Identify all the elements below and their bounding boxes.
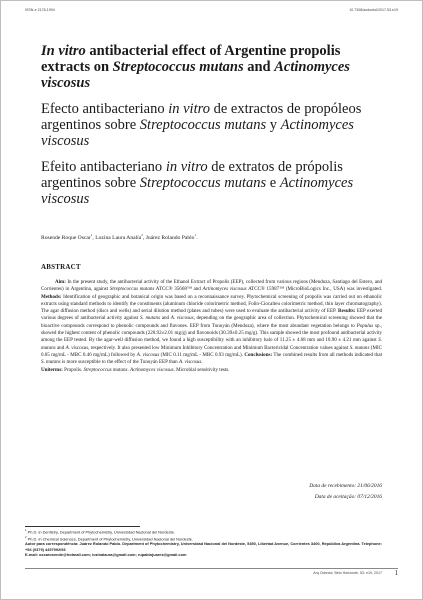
accepted-date: Data de aceitação: 07/12/2016 (314, 494, 382, 500)
doi: 10.7308/aodontol/2017.53.e19 (349, 8, 398, 12)
uniterms: Uniterms: Propolis. Streptococcus mutans. Actinomyces viscosus. Microbial sensitivity tests. (41, 366, 230, 373)
page-number: 1 (394, 569, 398, 577)
bottom-rule (25, 568, 398, 569)
issn: ISSN-e 2176-1994 (25, 8, 55, 12)
footnote-2: $^2$ Ph.D. in Chemical Sciences, Department of Phytochemistry, Universidad Nacional del Nordeste. (25, 534, 193, 541)
abstract-body (41, 279, 382, 374)
footnotes (25, 528, 382, 558)
correspondence: Autor para correspondência: Juárez Rolando Pablo. Department of Phytochemistry, Universidad Nacional del Nordeste, 5450, Libertad Avenue, Corrientes 3400, República Argentina. Telephone: +54 (0379) 4457992/93 (25, 541, 383, 552)
submission-dates (309, 481, 382, 503)
author-list: Rosende Roque Oscar$^1$, Lozina Laura Analía$^2$, Juárez Rolando Pablo$^1$. (41, 233, 198, 241)
title-portuguese: Efeito antibacteriano in vitro de extratos de própolis argentinos sobre Streptococcus mutans e Actinomyces viscosus (41, 159, 354, 207)
footnote-1: $^1$ Ph.D. in Dentistry, Department of Phytochemistry, Universidad Nacional del Nordeste. (25, 528, 175, 535)
title-english: In vitro antibacterial effect of Argentine propolis extracts on Streptococcus mutans and Actinomyces viscosus (41, 43, 350, 91)
journal-citation: Arq Odontol, Belo Horizonte, 53: e19, 2017 (313, 571, 382, 575)
title-spanish: Efecto antibacteriano in vitro de extractos de propóleos argentinos sobre Streptococcus mutans y Actinomyces viscosus (41, 101, 362, 149)
titles (41, 43, 392, 207)
email-list: E-mail: oscarosende@hotmail.com; lozinalaura@gmail.com; rupablojuarez@gmail.com (25, 552, 187, 558)
received-date: Data de recebimento: 21/06/2016 (309, 483, 382, 489)
page-header (25, 8, 398, 12)
footnote-rule (25, 526, 140, 527)
abstract-heading: ABSTRACT (41, 263, 81, 271)
abstract-paragraph: Aim: In the present study, the antibacterial activity of the Ethanol Extract of Propolis (EEP), collected from various regions (Mendoza, Santiago del Estero, and Corrientes) in Argentina, against Streptococcus mutans ATCC® 35668™ and Actinomyces viscosus ATCC® 15987™ (MicroBioLogics Inc., USA) was investigated. Methods: Identification of geographic and botanical origin was based on a reconnaissance survey. Phytochemical screening of propolis was carried out on ethanolic extracts using standard methods to identify the constituents (aluminum chloride colorimetric method, Folin-Ciocalteu colorimetric method, thin layer chromatography). The agar diffusion method (discs and wells) and serial dilution method (plates and tubes) were used to evaluate the antibacterial activity of EEP. Results: EEP exerted various degrees of antibacterial activity against S. mutans and A. viscosus, depending on the geographic area of collection. Phytochemical screening showed that the bioactive compounds correspond to phenolic compounds and flavones. EEP from Tunuyán (Mendoza), where the most abundant vegetation belongs to Populus sp., showed the highest content of phenolic compounds (220.92±2.01 mg/g) and flavonoids (30.39±0.25 mg/g). This sample showed the most profound antibacterial activity among the EEP tested. By the agar-well diffusion method, we found a high susceptibility with an inhibitory halo of 11.25 ± 4.68 mm and 10.90 ± 4.21 mm against S. mutans and A. viscosus, respectively. It also presented low Minimum Inhibitory Concentration and Minimum Bactericidal Concentration values against S. mutans (MIC 0.05 mg/mL - MBC 0.46 mg/mL) followed by A. viscosus (MIC 0.11 mg/mL - MBC 0.93 mg/mL). Conclusions: The combined results from all methods indicated that S. mutans is more susceptible to the effect of the Tunuyán EEP than A. viscosus. (41, 279, 383, 366)
